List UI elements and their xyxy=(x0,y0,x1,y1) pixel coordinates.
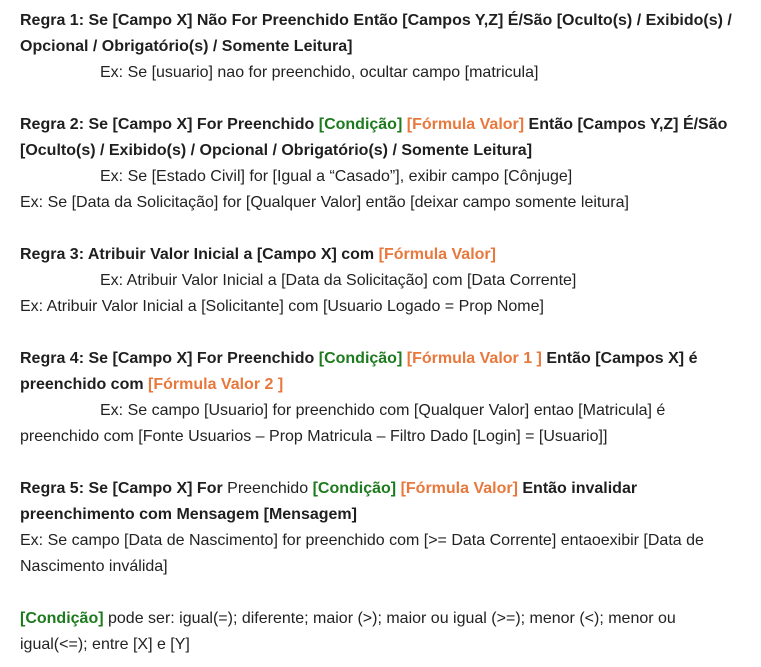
rule-4-formula-1: [Fórmula Valor 1 ] xyxy=(406,350,542,367)
rule-2-example-1: Ex: Se [Estado Civil] for [Igual a “Casado”], exibir campo [Cônjuge] xyxy=(100,168,573,185)
condition-legend-description: pode ser: igual(=); diferente; maior (>); maior ou igual (>=); menor (<); menor ou igual(<=); entre [X] e [Y] xyxy=(20,610,676,653)
rule-3-heading-a: Regra 3: Atribuir Valor Inicial a [Campo X] com xyxy=(20,246,375,263)
rule-2-example-2: Ex: Se [Data da Solicitação] for [Qualquer Valor] então [deixar campo somente leitura] xyxy=(20,194,629,211)
rule-1 xyxy=(20,8,747,86)
rule-2-formula: [Fórmula Valor] xyxy=(406,116,525,133)
rule-2-heading xyxy=(20,112,747,164)
condition-legend xyxy=(20,606,747,658)
condition-legend-label: [Condição] xyxy=(20,610,104,627)
rule-4-example-1: Ex: Se campo [Usuario] for preenchido com [Qualquer Valor] entao [Matricula] é preenchido com [Fonte Usuarios – Prop Matricula – Filtro Dado [Login] = [Usuario]] xyxy=(20,402,666,445)
rule-2 xyxy=(20,112,747,216)
rule-3-formula: [Fórmula Valor] xyxy=(378,246,496,263)
rule-3-example-1: Ex: Atribuir Valor Inicial a [Data da Solicitação] com [Data Corrente] xyxy=(100,272,577,289)
rule-5-formula: [Fórmula Valor] xyxy=(400,480,518,497)
rule-4-heading-a: Regra 4: Se [Campo X] For Preenchido xyxy=(20,350,315,367)
rule-5-heading-a: Regra 5: Se [Campo X] For xyxy=(20,480,223,497)
rule-1-heading-text: Regra 1: Se [Campo X] Não For Preenchido Então [Campos Y,Z] É/São [Oculto(s) / Exibido(s) / Opcional / Obrigatório(s) / Somente Leitura] xyxy=(20,12,732,55)
rule-3-example-2: Ex: Atribuir Valor Inicial a [Solicitante] com [Usuario Logado = Prop Nome] xyxy=(20,298,544,315)
rule-5-heading-b: Então invalidar preenchimento com Mensagem [Mensagem] xyxy=(20,480,638,523)
rule-1-example-1: Ex: Se [usuario] nao for preenchido, ocultar campo [matricula] xyxy=(100,64,539,81)
rule-4-heading-b: Então [Campos X] é preenchido com xyxy=(20,350,698,393)
rule-1-heading xyxy=(20,8,747,60)
rule-2-heading-b: Então [Campos Y,Z] É/São [Oculto(s) / Exibido(s) / Opcional / Obrigatório(s) / Somente Leitura] xyxy=(20,116,728,159)
rule-4-formula-2: [Fórmula Valor 2 ] xyxy=(148,376,284,393)
rule-5-heading xyxy=(20,476,747,528)
rule-4-heading xyxy=(20,346,747,398)
rule-4 xyxy=(20,346,747,450)
rule-5-plain: Preenchido xyxy=(227,480,309,497)
rule-3 xyxy=(20,242,747,320)
rule-5-condition: [Condição] xyxy=(312,480,397,497)
rule-3-heading xyxy=(20,242,747,268)
rule-2-condition: [Condição] xyxy=(318,116,403,133)
condition-legend-text xyxy=(20,606,747,658)
rule-5 xyxy=(20,476,747,580)
rule-5-example-1: Ex: Se campo [Data de Nascimento] for preenchido com [>= Data Corrente] entaoexibir [Data de Nascimento inválida] xyxy=(20,532,704,575)
rule-2-heading-a: Regra 2: Se [Campo X] For Preenchido xyxy=(20,116,315,133)
rule-4-condition: [Condição] xyxy=(318,350,403,367)
